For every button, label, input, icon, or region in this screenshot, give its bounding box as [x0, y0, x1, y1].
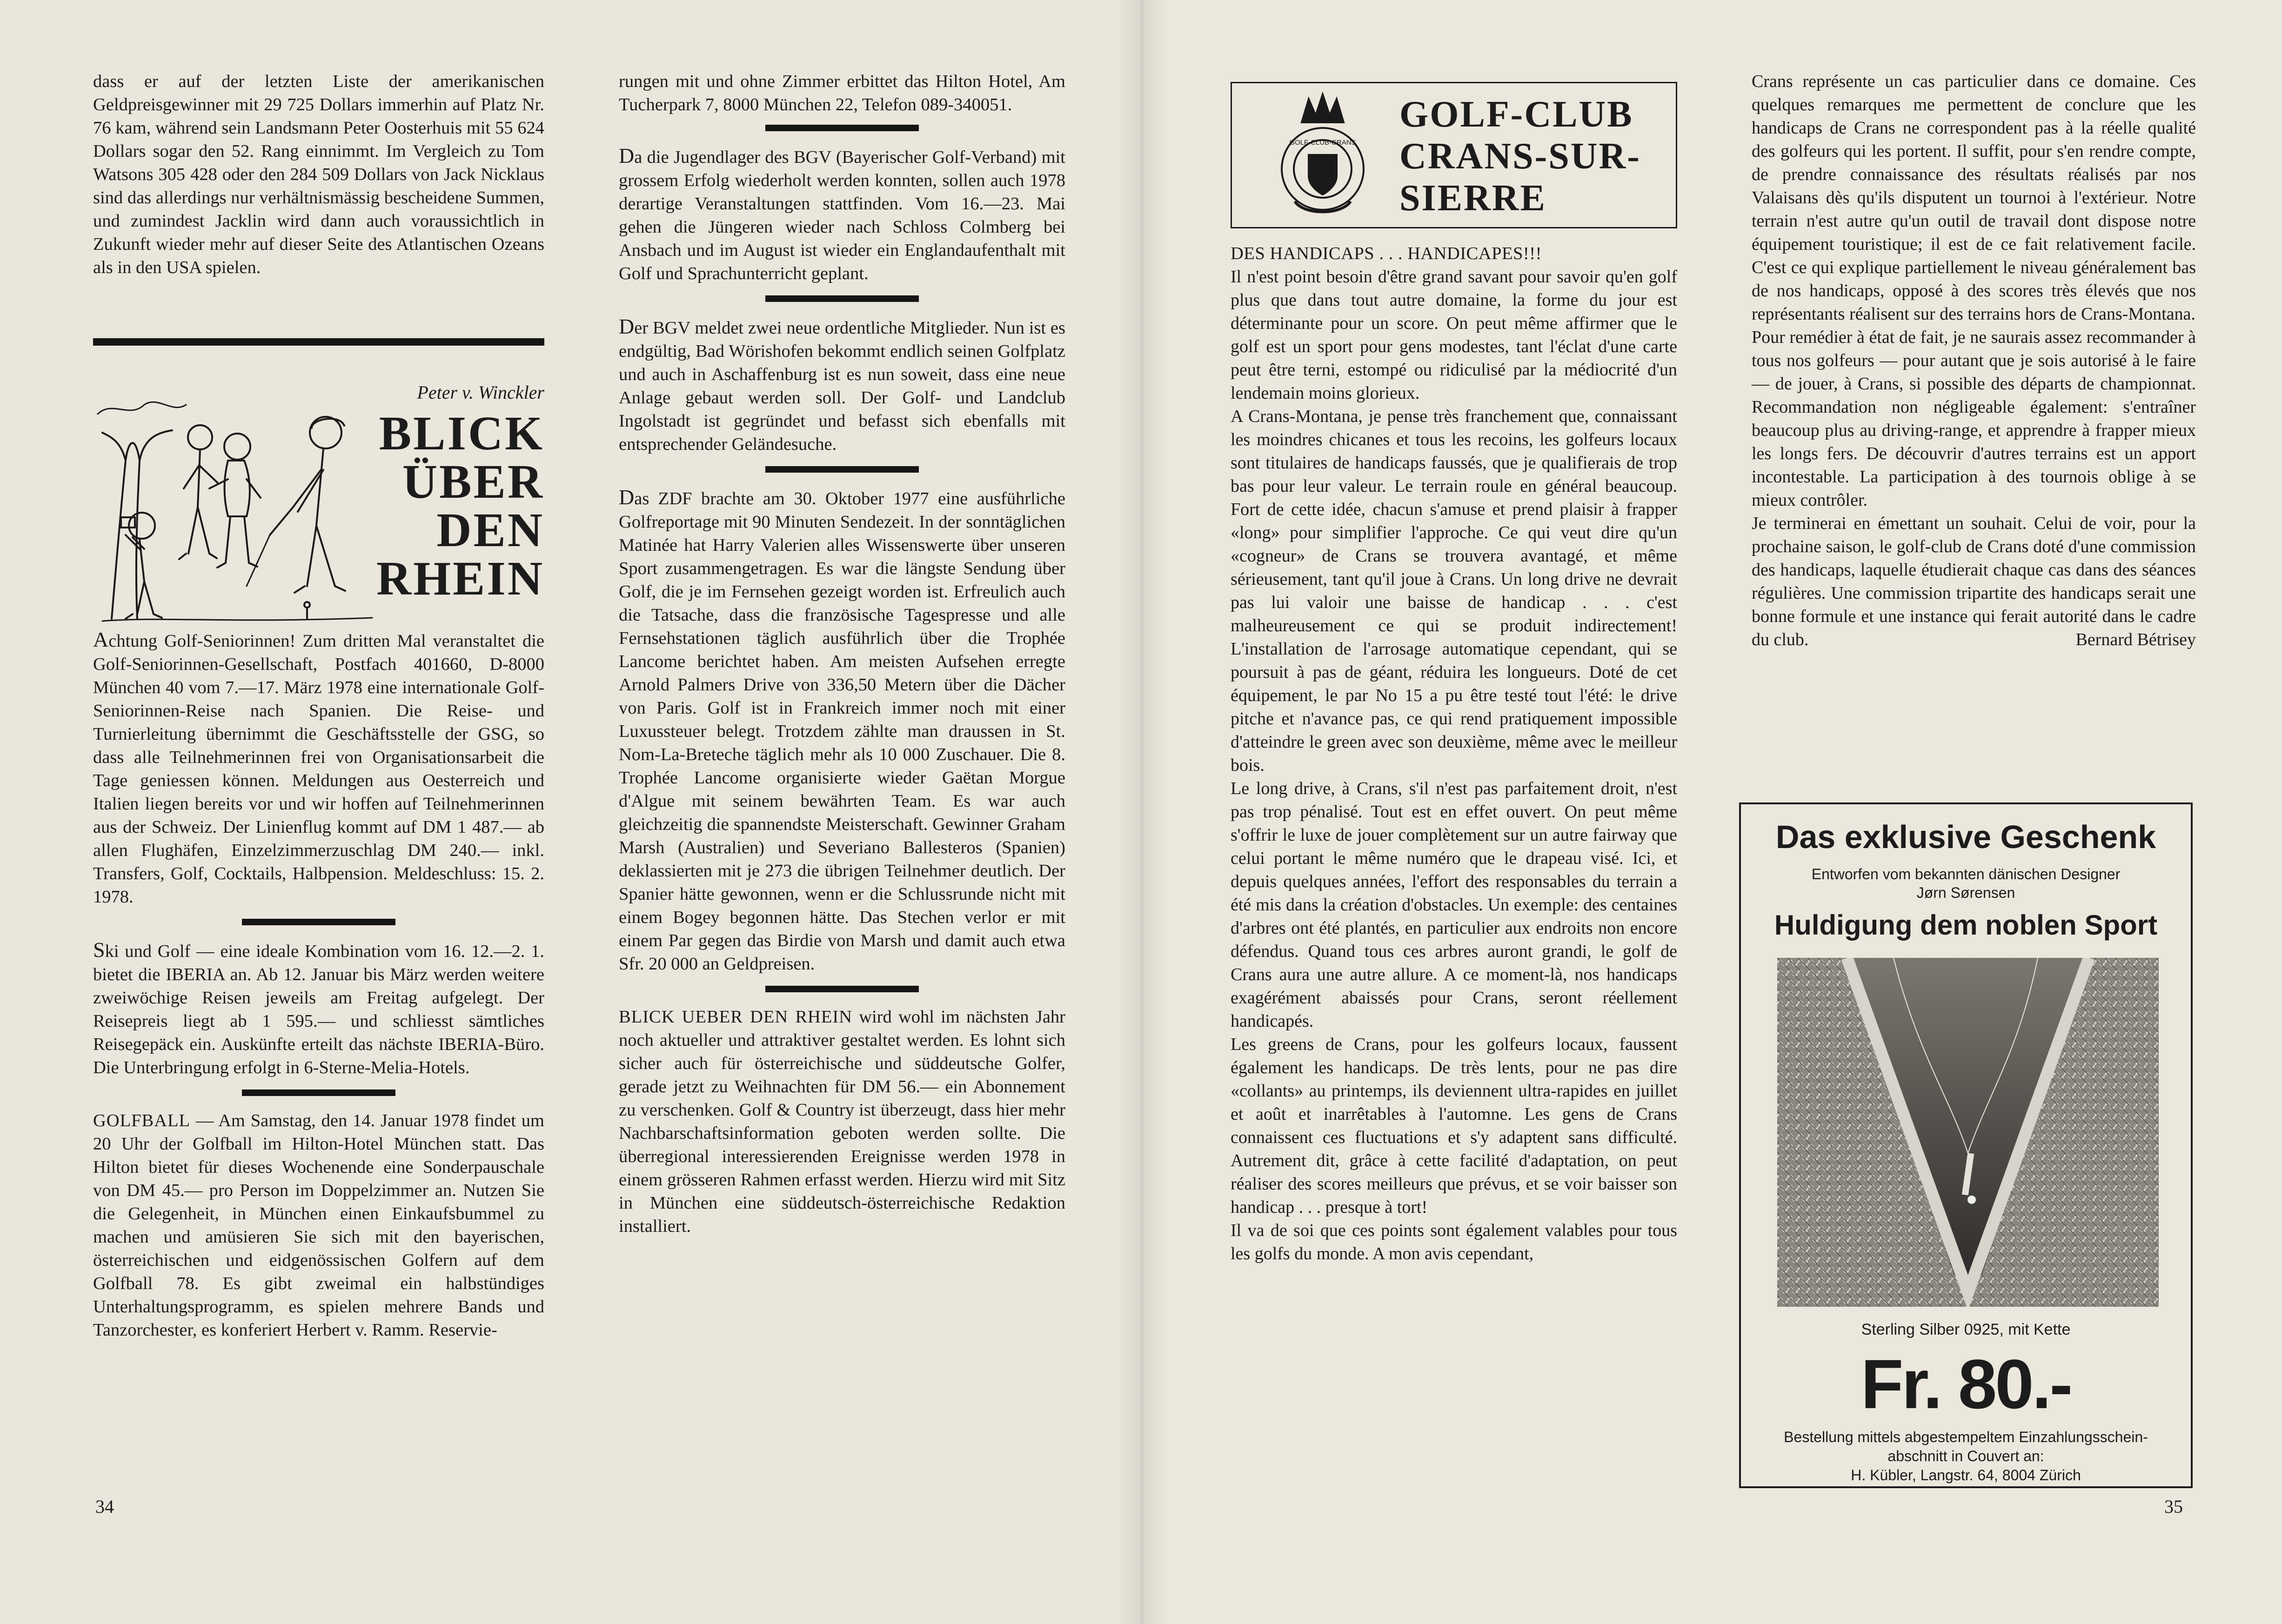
separator-bar — [242, 919, 395, 925]
lead-word: GOLFBALL — [93, 1111, 191, 1130]
paragraph-ski-golf: Ski und Golf — eine ideale Kombination vom 16. 12.—2. 1. bietet die IBERIA an. Ab 12. Januar bis März werden weitere zweiwöchige Reisen jeweils am Freitag aufgelegt. Der Reisepreis liegt ab 1 595.— und schliesst sämtliches Reisegepäck ein. Auskünfte erteilt das nächste IBERIA-Büro. Die Unterbringung erfolgt in 6-Sterne-Melia-Hotels. — [93, 938, 544, 1077]
page-number-left: 34 — [95, 1496, 114, 1517]
paragraph: Les greens de Crans, pour les golfeurs locaux, faussent également les handicaps. De très lents, pour ne pas dire «collants» au printemps, ils deviennent ultra-rapides en juillet et août et inarrêtables à l'automne. Les gens de Crans connaissent ces fluctuations et s'y adaptent sans difficulté. Autrement dit, grâce à cette facilité d'adaptation, on peut réaliser des scores meilleurs que prévus, et se voir baisser son handicap . . . presque à tort! — [1231, 1035, 1677, 1217]
author-byline: Peter v. Winckler — [417, 382, 544, 403]
blick-header — [93, 381, 544, 623]
separator-bar — [765, 295, 919, 302]
lead-word: BLICK UEBER DEN RHEIN — [619, 1007, 853, 1027]
author-signature: Bernard Bétrisey — [2075, 630, 2196, 649]
title-line: SIERRE — [1399, 178, 1546, 219]
paragraph-zdf: Das ZDF brachte am 30. Oktober 1977 eine ausführliche Golfreportage mit 90 Minuten Sendezeit. In der sonntäglichen Matinée hat Harry Valerien alles Wissenswerte über unseren Sport zusammengetragen. Es war die längste Sendung über Golf, die je im Fernsehen gezeigt worden ist. Erfreulich auch die Tatsache, dass die französische Tagespresse und alle Fernsehstationen täglich ausführlich über die Trophée Lancome berichtet haben. Am meisten Aufsehen erregte Arnold Palmers Drive von 336,50 Metern über die Dächer von Paris. Golf ist in Frankreich immer noch mit einer Luxussteuer belegt. Trotzdem zählte man draussen in St. Nom-La-Breteche täglich mehr als 10 000 Zuschauer. Die 8. Trophée Lancome organisierte wieder Gaëtan Morgue d'Algue mit seinem bewährten Team. Es war auch gleichzeitig die spannendste Meisterschaft. Gewinner Graham Marsh (Australien) und Severiano Ballesteros (Spanien) deklassierten mit je 273 die übrigen Teilnehmer deutlich. Der Spanier hätte gewonnen, wenn er die Schlussrunde nicht mit einem Bogey begonnen hätte. Das Stechen verlor er mit einem Par gegen das Birdie von Marsh und damit auch etwa Sfr. 20 000 an Geldpreisen. — [619, 485, 1065, 974]
title-line: ÜBER — [402, 455, 544, 508]
paragraph: A Crans-Montana, je pense très franchement que, connaissant les moindres chicanes et tous les recoins, les golfeurs locaux sont titulaires de handicaps faussés, que je qualifierais de trop bas pour leur valeur. Le terrain roule en général beaucoup. Fort de cette idée, chacun s'amuse et prend plaisir à frapper «long» pour simplifier l'approche. Ce qui veut dire qu'un «cogneur» de Crans se trouvera avantagé, et même sérieusement, tant qu'il joue à Crans. Un long drive ne devrait pas lui valoir une baisse de handicap . . . c'est malheureusement ce qui se produit indirectement! L'installation de l'arrosage automatique cependant, qui se poursuit à pas de géant, réduira les longueurs. Doté de cet équipement, le par No 15 a pu être testé tout l'été: le drive pitche et n'avance pas, ce qui rend pratiquement impossible d'atteindre le green avec son deuxième, même avec le meilleur bois. — [1231, 407, 1677, 775]
separator-bar — [242, 1089, 395, 1096]
right-col2 — [1752, 70, 2196, 651]
title-line: BLICK — [379, 407, 544, 460]
ad-tagline: Huldigung dem noblen Sport — [1774, 909, 2158, 941]
title-line: RHEIN — [376, 552, 544, 605]
advertisement-box — [1739, 802, 2193, 1488]
logo-ring-text: GOLF-CLUB-CRANS — [1289, 139, 1356, 147]
left-col1-top — [93, 70, 544, 279]
paragraph-reservierungen: rungen mit und ohne Zimmer erbittet das Hilton Hotel, Am Tucherpark 7, 8000 München 22, Telefon 089-340051. — [619, 72, 1065, 114]
ad-price: Fr. 80.- — [1860, 1345, 2071, 1423]
paragraph-seniorinnen: Achtung Golf-Seniorinnen! Zum dritten Mal veranstaltet die Golf-Seniorinnen-Gesellschaft, Postfach 401660, D-8000 München 40 vom 7.—17. März 1978 eine internationale Golf-Seniorinnen-Reise nach Spanien. Die Reise- und Turnierleitung übernimmt die Geschäftsstelle der GSG, so dass alle Teilnehmerinnen frei von Organisationsarbeit die Tage geniessen können. Meldungen aus Oesterreich und Italien liegen bereits vor und wir hoffen auf Teilnehmerinnen aus der Schweiz. Der Linienflug kommt auf DM 1 487.— ab allen Flughäfen, Einzelzimmerzuschlag DM 240.— inkl. Transfers, Golf, Cocktails, Halbpension. Meldeschluss: 15. 2. 1978. — [93, 628, 544, 907]
left-col1 — [93, 628, 544, 1342]
paragraph: Le long drive, à Crans, s'il n'est pas parfaitement droit, n'est pas trop pénalisé. Tout est en effet ouvert. On peut même s'offrir le luxe de jouer complètement sur un autre fairway que celui portant le même numéro que le drapeau visé. Ici, et depuis quelques années, l'effort des responsables du terrain a été mis dans la création d'obstacles. Un exemple: des centaines d'arbres ont été plantés, en particulier aux endroits non encore défendus. Quand tous ces arbres auront grandi, le golf de Crans aura une autre allure. A ce moment-là, nos handicaps exagérément abaissés pour Crans, seront réellement handicapés. — [1231, 779, 1677, 1031]
paragraph: Il n'est point besoin d'être grand savant pour savoir qu'en golf plus que dans tout autre domaine, la forme du jour est déterminante pour un score. On peut même affirmer que le golf est un sport pour gens modestes, tant l'éclat d'une carte peut être terni, estompé ou ridiculisé par la médiocrité d'un lendemain moins glorieux. — [1231, 267, 1677, 403]
ad-order-info — [1741, 1428, 2191, 1485]
ad-order-line: abschnitt in Couvert an: — [1887, 1448, 2044, 1464]
page-number-right: 35 — [2164, 1496, 2183, 1517]
paragraph-bgv-mitglieder: Der BGV meldet zwei neue ordentliche Mitglieder. Nun ist es endgültig, Bad Wörishofen bekommt endlich seinen Golfplatz und auch in Aschaffenburg ist es nun soweit, dass eine neue Anlage gebaut werden soll. Der Golf- und Landclub Ingolstadt ist gegründet und befasst sich ebenfalls mit entsprechender Geländesuche. — [619, 314, 1065, 454]
golf-club-crans-logo — [1276, 90, 1369, 222]
ad-subtitle-line: Entworfen vom bekannten dänischen Designer — [1811, 866, 2121, 882]
ad-order-line: H. Kübler, Langstr. 64, 8004 Zürich — [1851, 1467, 2081, 1484]
paragraph: Je terminerai en émettant un souhait. Celui de voir, pour la prochaine saison, le golf-club de Crans doté d'une commission des handicaps, laquelle étudierait chaque cas dans des séances régulières. Une commission tripartite des handicaps serait une bonne formule et une instance qui ferait autorité dans le cadre du club. — [1752, 514, 2196, 649]
golf-club-header — [1231, 82, 1677, 228]
ad-subtitle — [1741, 865, 2191, 902]
paragraph-golfball — [93, 1109, 544, 1342]
paragraph: Pour remédier à état de fait, je ne saurais assez recommander à tous nos golfeurs — pour autant que je sois autorisé à le faire — de jouer, à Crans, si possible des départs de championnat. Recommandation non négligeable également: s'entraîner beaucoup plus au driving-range, et apprendre à frapper mieux les longs fers. De découvrir d'autres terrains est un apport incontestable. La participation à des tournois oblige à se mieux contrôler. — [1752, 327, 2196, 510]
golf-club-title — [1399, 94, 1641, 219]
paragraph-blick-abo — [619, 1005, 1065, 1238]
title-line: GOLF-CLUB — [1399, 94, 1633, 135]
separator-bar — [765, 466, 919, 473]
right-col1 — [1231, 242, 1677, 1265]
paragraph: Crans représente un cas particulier dans ce domaine. Ces quelques remarques me permettent de conclure que les handicaps de Crans ne correspondent pas à la réelle qualité des golfeurs qui les portent. Il suffit, pour s'en rendre compte, de prendre connaissance des résultats réalisés par nos Valaisans dès qu'ils disputent un tournoi à l'extérieur. Notre terrain n'est autre qu'un outil de travail dont dispose notre équipement touristique; il est de ce fait relativement facile. C'est ce qui explique partiellement le niveau généralement bas de nos handicaps, opposé à des scores très élevés que nos représentants réalisent sur des terrains hors de Crans-Montana. — [1752, 72, 2196, 324]
paragraph: Il va de soi que ces points sont également valables pour tous les golfs du monde. A mon avis cependant, — [1231, 1221, 1677, 1263]
separator-bar — [765, 125, 919, 131]
article-continuation: dass er auf der letzten Liste der amerikanischen Geldpreisgewinner mit 29 725 Dollars immerhin auf Platz Nr. 76 kam, während sein Landsmann Peter Oosterhuis mit 55 624 Dollars sogar den 52. Rang einnimmt. Im Vergleich zu Tom Watsons 305 428 oder den 284 509 Dollars von Jack Nicklaus sind das allerdings nur verhältnismässig bescheidene Summen, und zumindest Jacklin wird dann auch voraussichtlich in Zukunft wieder mehr auf dieser Seite des Atlantischen Ozeans als in den USA spielen. — [93, 72, 544, 277]
separator-bar — [765, 986, 919, 992]
article-headline: DES HANDICAPS . . . HANDICAPES!!! — [1231, 244, 1542, 263]
section-rule — [93, 338, 544, 346]
left-col2 — [619, 70, 1065, 1238]
golfers-cartoon-illustration — [93, 386, 381, 628]
pendant-necklace-photo — [1777, 958, 2159, 1307]
paragraph-body: — Am Samstag, den 14. Januar 1978 findet um 20 Uhr der Golfball im Hilton-Hotel München statt. Das Hilton bietet für dieses Wochenende eine Sonderpauschale von DM 45.— pro Person im Doppelzimmer an. Nutzen Sie die Gelegenheit, in München einen Einkaufsbummel zu machen und amüsieren Sie sich mit den bayerischen, österreichischen und eidgenössischen Golfern auf dem Golfball 78. Es gibt zweimal ein halbstündiges Unterhaltungsprogramm, es spielen mehrere Bands und Tanzorchester, es konferiert Herbert v. Ramm. Reservie- — [93, 1111, 544, 1340]
ad-order-line: Bestellung mittels abgestempeltem Einzahlungsschein- — [1784, 1429, 2148, 1445]
title-line: CRANS-SUR- — [1399, 136, 1641, 177]
paragraph-body: wird wohl im nächsten Jahr noch aktueller und attraktiver gestaltet werden. Es lohnt sich sicher auch für österreichische und süddeutsche Golfer, gerade jetzt zu Weihnachten für DM 56.— ein Abonnement zu verschenken. Golf & Country ist überzeugt, dass hier mehr Nachbarschaftsinformation geboten werden sollte. Die überregional interessierenden Ereignisse werden 1978 in einem grösseren Rahmen erfasst werden. Hierzu wird mit Sitz in München eine süddeutsch-österreichische Redaktion installiert. — [619, 1007, 1065, 1236]
title-line: DEN — [436, 503, 544, 557]
paragraph-jugendlager: Da die Jugendlager des BGV (Bayerischer Golf-Verband) mit grossem Erfolg wiederholt werden konnten, sollen auch 1978 derartige Veranstaltungen stattfinden. Vom 16.—23. Mai gehen die Jüngeren wieder nach Schloss Colmberg bei Ansbach und im August ist wieder ein Englandaufenthalt mit Golf und Sprachunterricht geplant. — [619, 144, 1065, 283]
ad-subtitle-line: Jørn Sørensen — [1916, 884, 2015, 901]
ad-material: Sterling Silber 0925, mit Kette — [1861, 1321, 2071, 1338]
column-title — [376, 409, 544, 603]
ad-headline: Das exklusive Geschenk — [1775, 819, 2156, 855]
